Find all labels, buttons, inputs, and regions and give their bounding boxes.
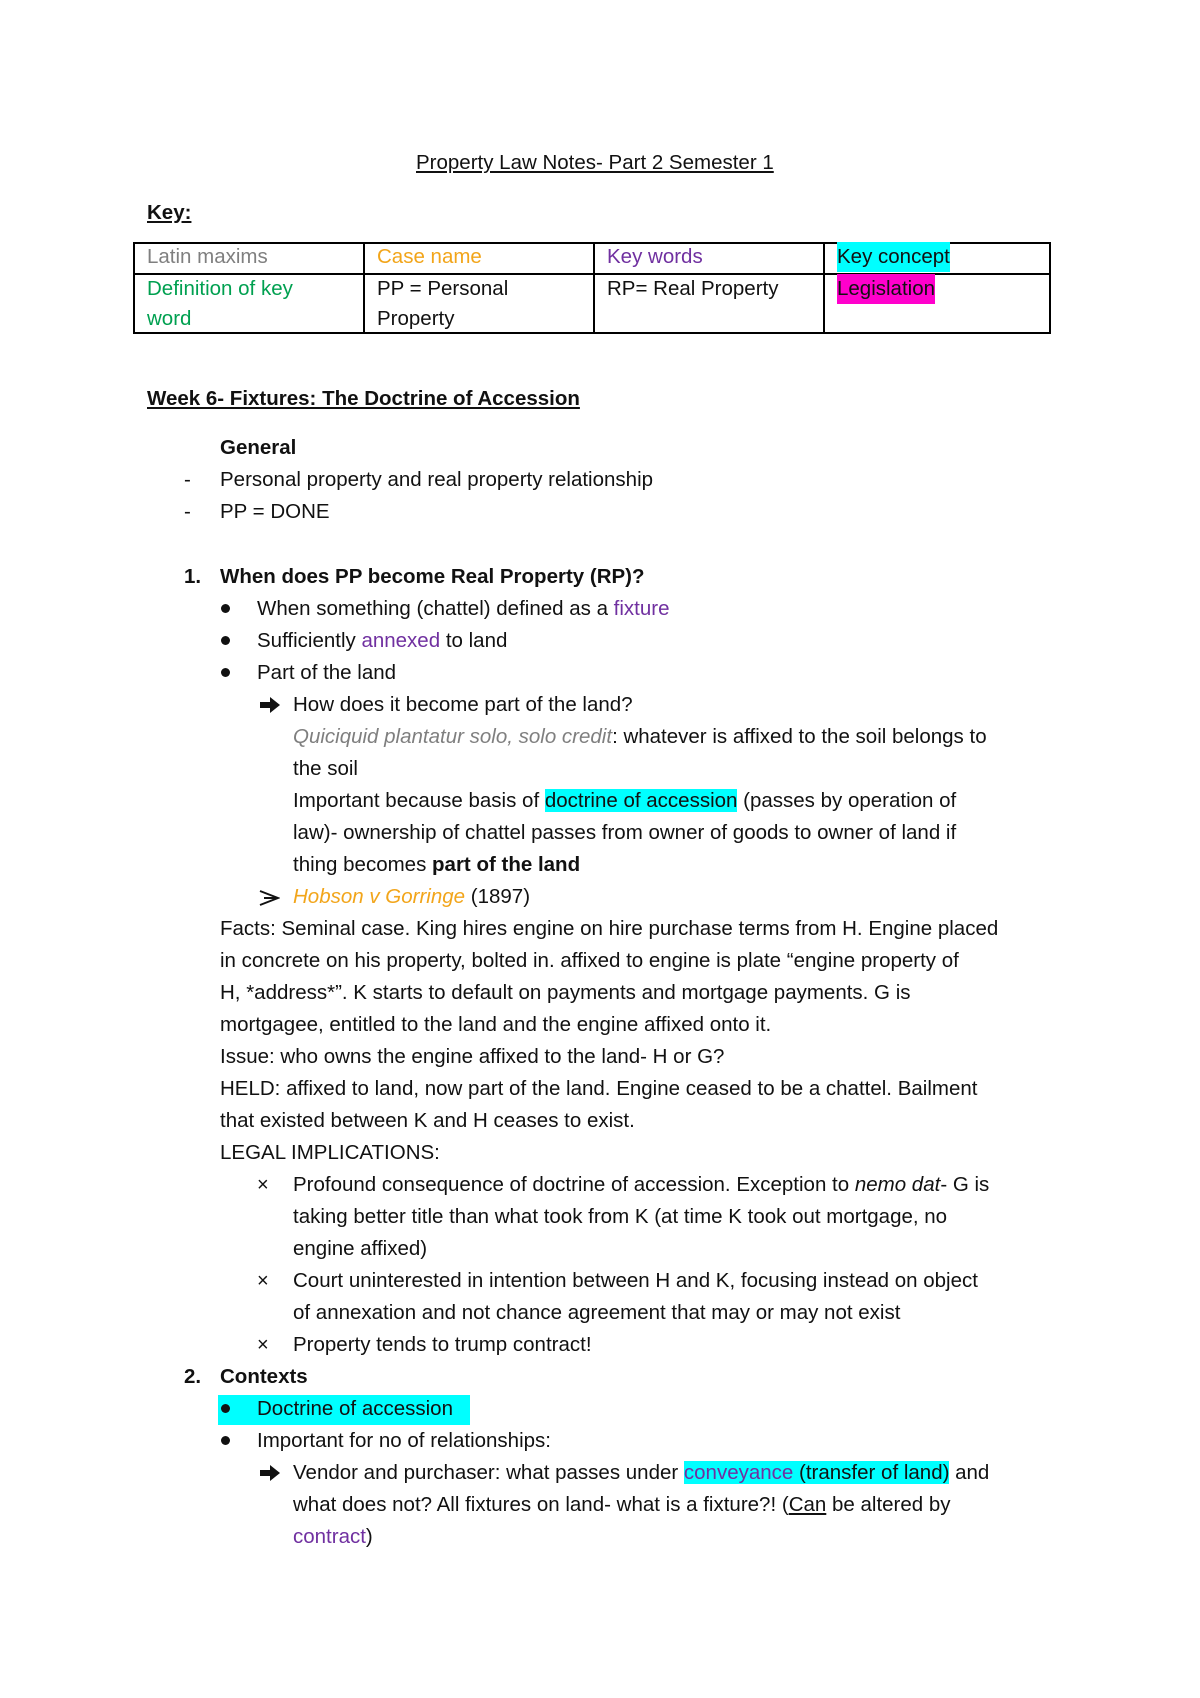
general-item: PP = DONE [220, 500, 330, 523]
held-line: that existed between K and H ceases to exist. [220, 1109, 635, 1132]
key-definition-line2: word [147, 307, 192, 330]
dash-bullet: - [184, 500, 191, 523]
key-key-words: Key words [607, 245, 703, 268]
implication-text: taking better title than what took from K (at time K took out mortgage, no [293, 1205, 948, 1228]
key-definition: Definition of key [147, 277, 293, 300]
arrow-text-line2: what does not? All fixtures on land- what is a fixture?! (Can be altered by [293, 1493, 951, 1516]
cross-bullet-icon: × [257, 1270, 269, 1292]
importance-line3: thing becomes part of the land [293, 853, 581, 876]
arrow-text: Vendor and purchaser: what passes under conveyance (transfer of land) and [293, 1461, 990, 1484]
bullet-icon [221, 1436, 230, 1445]
implication-text: of annexation and not chance agreement that may or may not exist [293, 1301, 901, 1324]
section-number: 2. [184, 1365, 202, 1388]
section-number: 1. [184, 565, 202, 588]
key-pp-line2: Property [377, 307, 455, 330]
bullet-text: When something (chattel) defined as a fixture [257, 597, 670, 620]
general-item: Personal property and real property relationship [220, 468, 654, 491]
importance-line: Important because basis of doctrine of accession (passes by operation of [293, 789, 957, 812]
bullet-text: Part of the land [257, 661, 397, 684]
section-heading: Contexts [220, 1365, 308, 1388]
legal-implications-label: LEGAL IMPLICATIONS: [220, 1141, 440, 1164]
key-table [133, 242, 1051, 334]
key-legislation: Legislation [837, 274, 935, 304]
facts-line: in concrete on his property, bolted in. affixed to engine is plate “engine property of [220, 949, 959, 972]
arrow-text: How does it become part of the land? [293, 693, 633, 716]
cross-bullet-icon: × [257, 1334, 269, 1356]
implication-text: engine affixed) [293, 1237, 428, 1260]
implication-text: Profound consequence of doctrine of accession. Exception to nemo dat- G is [293, 1173, 990, 1196]
key-label: Key: [147, 201, 192, 224]
implication-text: Court uninterested in intention between H and K, focusing instead on object [293, 1269, 978, 1292]
section-heading: When does PP become Real Property (RP)? [220, 565, 645, 588]
bullet-text: Sufficiently annexed to land [257, 629, 508, 652]
bullet-icon [221, 604, 230, 613]
bullet-text: Doctrine of accession [257, 1397, 453, 1420]
general-heading: General [220, 436, 297, 459]
key-key-concept: Key concept [837, 242, 950, 272]
key-case-name: Case name [377, 245, 482, 268]
week-heading: Week 6- Fixtures: The Doctrine of Accession [147, 387, 580, 410]
dash-bullet: - [184, 468, 191, 491]
bullet-icon [221, 668, 230, 677]
arrow-right-icon [258, 1463, 282, 1483]
key-latin-maxims: Latin maxims [147, 245, 268, 268]
arrowhead-bullet-icon [258, 889, 280, 907]
key-pp: PP = Personal [377, 277, 509, 300]
page-title: Property Law Notes- Part 2 Semester 1 [416, 151, 774, 174]
facts-line: H, *address*”. K starts to default on payments and mortgage payments. G is [220, 981, 911, 1004]
bullet-text: Important for no of relationships: [257, 1429, 551, 1452]
key-rp: RP= Real Property [607, 277, 779, 300]
latin-maxim-line2: the soil [293, 757, 358, 780]
held-line: HELD: affixed to land, now part of the land. Engine ceased to be a chattel. Bailment [220, 1077, 978, 1100]
arrow-text-line3: contract) [293, 1525, 373, 1548]
issue-line: Issue: who owns the engine affixed to the land- H or G? [220, 1045, 725, 1068]
facts-line: Facts: Seminal case. King hires engine on hire purchase terms from H. Engine placed [220, 917, 999, 940]
importance-line2: law)- ownership of chattel passes from owner of goods to owner of land if [293, 821, 957, 844]
case-line: Hobson v Gorringe (1897) [293, 885, 531, 908]
cross-bullet-icon: × [257, 1174, 269, 1196]
latin-maxim-line: Quiciquid plantatur solo, solo credit: whatever is affixed to the soil belongs to [293, 725, 987, 748]
arrow-right-icon [258, 695, 282, 715]
facts-line: mortgagee, entitled to the land and the engine affixed onto it. [220, 1013, 772, 1036]
implication-text: Property tends to trump contract! [293, 1333, 592, 1356]
bullet-icon [221, 636, 230, 645]
bullet-icon [221, 1404, 230, 1413]
